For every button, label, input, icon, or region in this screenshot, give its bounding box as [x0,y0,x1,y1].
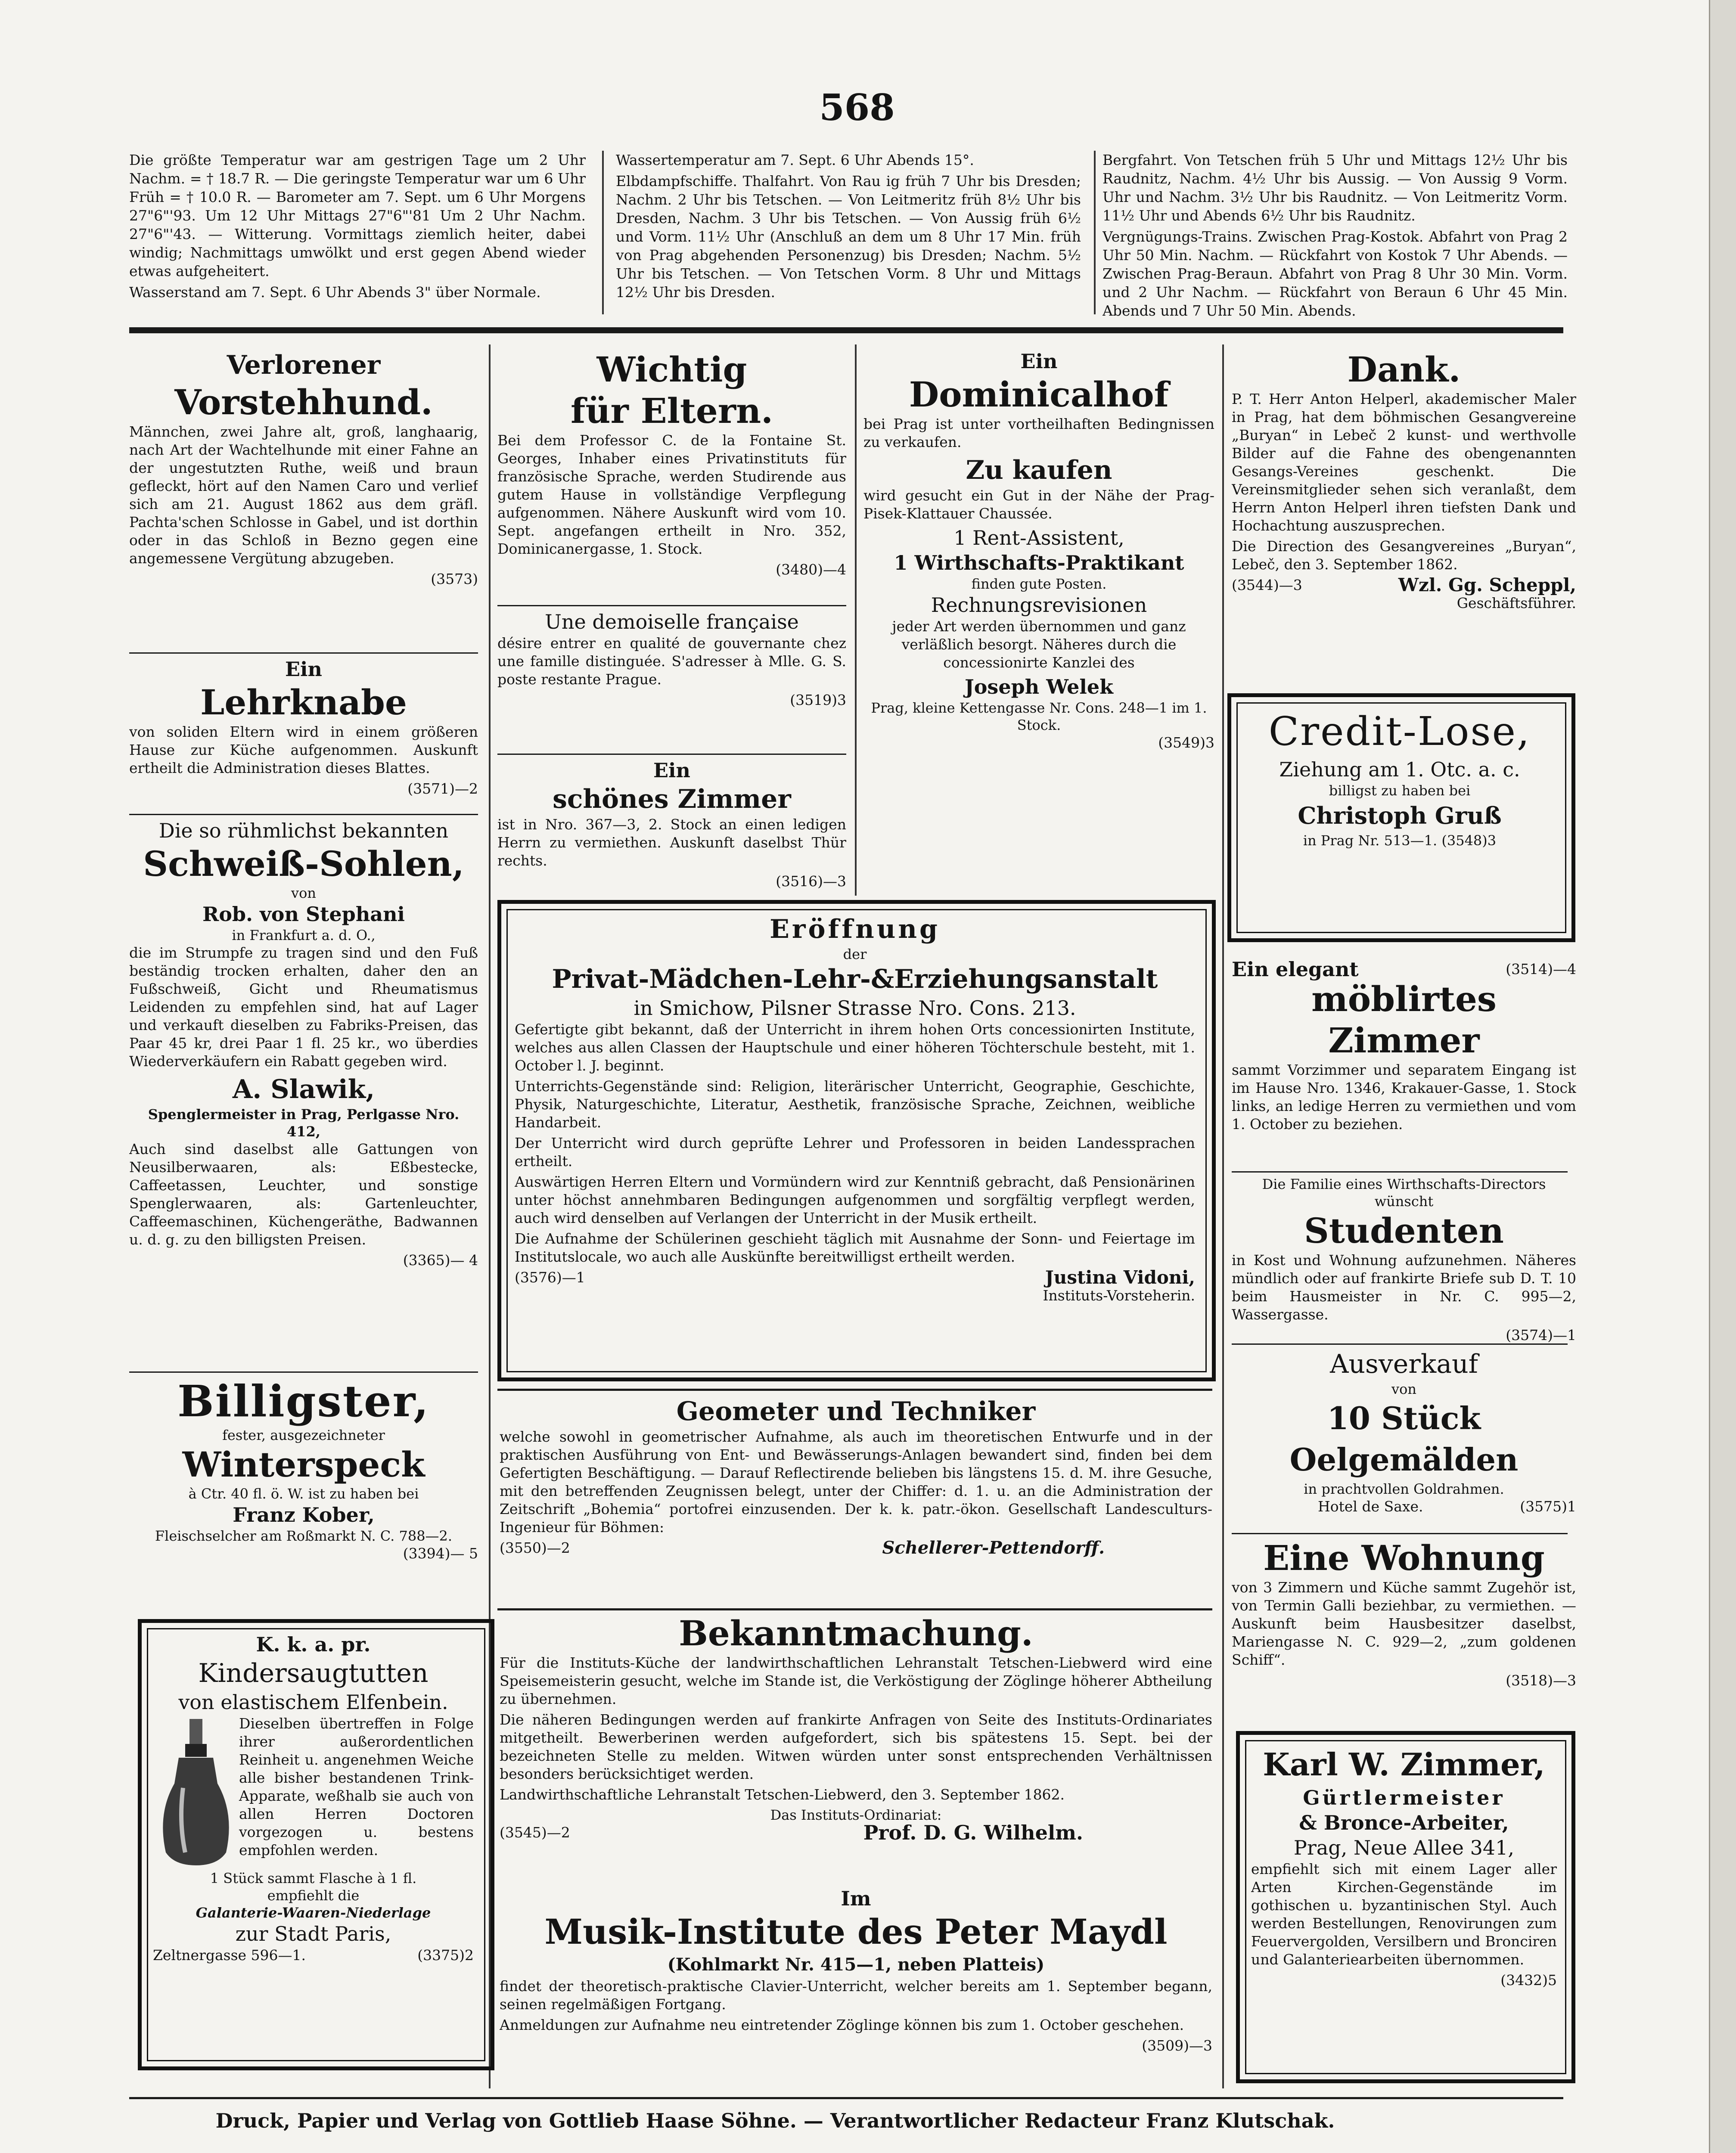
ad-heading: Karl W. Zimmer, [1263,1746,1545,1783]
baby-bottle-image [153,1715,239,1870]
ad-separator [497,754,846,755]
ad-heading: Dominicalhof [909,374,1169,415]
footer-rule [129,2097,1563,2099]
ad-price: 1 Stück sammt Flasche à 1 fl. [210,1870,417,1886]
ad-body: Unterrichts-Gegenstände sind: Religion, literärischer Unterricht, Geographie, Geschichte, Physik, Naturgeschichte, Literatur, Aesthetik, französische Sprache, Zeichnen, weibliche Handarbeit. [515,1078,1195,1131]
ad-heading: Ein [285,658,322,681]
ad-ref: (3575)1 [1520,1498,1576,1515]
ad-sweat-soles [129,818,478,1369]
ad-text: Die Familie eines Wirthschafts-Directors wünscht [1262,1176,1546,1210]
ad-body: Männchen, zwei Jahre alt, groß, langhaarig, nach Art der Wachtelhunde mit einer Fahne an der ungestutzten Ruthe, weiß und braun gefleckt, hört auf den Namen Caro und verlief sich am 21. August 1862 aus dem gräfl. Pachta'schen Schlosse in Gabel, und ist dorthin oder in das Schloß in Bezno gegen eine angemessene Vergütung abzugeben. [129,423,478,567]
column-divider [602,151,604,314]
ad-ref: (3576)—1 [515,1269,585,1286]
ad-body: Gefertigte gibt bekannt, daß der Unterricht in ihrem hohen Orts concessionirten Institute, welches aus allen Classen der Hauptschule und einer höheren Töchterschule besteht, mit 1. October l. J. beginnt. [515,1021,1195,1074]
ad-heading: Zu kaufen [966,455,1112,485]
ad-ref: (3518)—3 [1506,1672,1576,1689]
ad-body: désire entrer en qualité de gouvernante chez une famille distinguée. S'adresser à Mlle. G. S. poste restante Prague. [497,635,846,688]
ad-heading: Gürtlermeister [1303,1786,1505,1809]
ad-heading: Ein elegant [1232,960,1359,981]
ad-heading: K. k. a. pr. [256,1633,371,1656]
ad-ref: (3544)—3 [1232,577,1302,593]
ad-ref: (3549)3 [1158,734,1214,751]
page-edge [1709,0,1736,2153]
water-temperature: Wassertemperatur am 7. Sept. 6 Uhr Abends 15°. [616,152,974,168]
ad-heading: Une demoiselle française [545,610,799,633]
ad-separator [497,1389,1212,1391]
ad-name: Joseph Welek [964,675,1114,698]
ad-lost-dog [129,349,478,650]
weather-report: Die größte Temperatur war am gestrigen Tage um 2 Uhr Nachm. = † 18.7 R. — Die geringste Temperatur war um 6 Uhr Früh = † 10.0 R. — Barometer am 7. Sept. um 6 Uhr Morgens 27"6"'93. Um 12 Uhr Mittags 27"6"'81 Um 2 Uhr Nachm. 27"6"'43. — Witterung. Vormittags ziemlich heiter, dabei windig; Nachmittags umwölkt und erst gegen Abend wieder etwas aufgeheitert. [129,152,586,279]
ad-heading: Ein [1020,350,1058,373]
ad-body: findet der theoretisch-praktische Clavier-Unterricht, welcher bereits am 1. September begann, seinen regelmäßigen Fortgang. [500,1978,1212,2013]
ad-body: Auswärtigen Herren Eltern und Vormündern wird zur Kenntniß gebracht, daß Pensionärinen unter höchst annehmbaren Bedingungen aufgenommen und sorgfältig verpflegt werden, auch wird denselben auf Verlangen der Unterricht in der Musik ertheilt. [515,1173,1195,1226]
ad-heading: Wichtig [596,349,747,390]
ad-heading: & Bronce-Arbeiter, [1299,1811,1509,1834]
ad-heading: Kindersaugtutten [198,1658,429,1688]
ad-demoiselle [497,609,846,751]
ad-heading: Ausverkauf [1330,1349,1478,1379]
ad-body: bei Prag ist unter vortheilhaften Bedingnissen zu verkaufen. [863,416,1214,450]
ad-body: à Ctr. 40 fl. ö. W. ist zu haben bei [188,1486,419,1502]
ad-heading: Dank. [1347,349,1461,390]
ad-ref: (3545)—2 [500,1824,570,1841]
ad-firm: Rob. von Stephani [202,903,405,926]
ad-ref: (3571)—2 [407,780,478,797]
ad-text: in prachtvollen Goldrahmen. [1304,1481,1504,1497]
ad-text: von [291,885,316,901]
ad-ref-line [515,1269,1195,1287]
ad-heading: Musik-Institute des Peter Maydl [544,1911,1168,1952]
ad-ref: (3550)—2 [500,1539,570,1556]
ad-heading: Im [841,1887,871,1910]
imprint: Druck, Papier und Verlag von Gottlieb Haase Söhne. — Verantwortlicher Redacteur Franz Klutschak. [215,2109,1335,2132]
ad-body: Anmeldungen zur Aufnahme neu eintretender Zöglinge können bis zum 1. October geschehen. [500,2016,1184,2033]
ad-ref: (3509)—3 [1142,2037,1212,2054]
ad-heading: für Eltern. [571,391,773,431]
ad-body: Bei dem Professor C. de la Fontaine St. Georges, Inhaber eines Privatinstituts für französische Sprache, werden Studirende aus gutem Hause in vollständige Verpflegung aufgenommen. Nähere Auskunft wird vom 10. Sept. angefangen ertheilt in Nro. 352, Dominicanergasse, 1. Stock. [497,432,846,557]
ad-heading: Bekanntmachung. [679,1613,1033,1654]
ad-clearance-sale [1232,1348,1576,1529]
ad-body: Für die Instituts-Küche der landwirthschaftlichen Lehranstalt Tetschen-Liebwerd wird eine Speisemeisterin gesucht, welche im Stande ist, die Verköstigung der Zöglinge höherer Abtheilung zu übernehmen. [500,1654,1212,1707]
ad-shop-name: zur Stadt Paris, [235,1922,391,1945]
ad-heading: in Smichow, Pilsner Strasse Nro. Cons. 213. [634,996,1076,1020]
ad-ref-line [1232,960,1576,981]
ad-seller-info: Spenglermeister in Prag, Perlgasse Nro. 412, [148,1106,460,1140]
ad-text: in Frankfurt a. d. O., [232,927,376,943]
ad-heading: von elastischem Elfenbein. [178,1691,448,1714]
ad-separator [497,1608,1212,1610]
ad-body: jeder Art werden übernommen und ganz verläßlich besorgt. Näheres durch die concessionirte Kanzlei des [892,618,1186,671]
ad-ref-line [153,1946,474,1964]
ad-heading: Ziehung am 1. Otc. a. c. [1279,758,1520,781]
column-divider [855,344,857,896]
ad-name: Prof. D. G. Wilhelm. [863,1821,1083,1844]
ad-ref: (3516)—3 [776,873,846,890]
weather-col-3 [1102,151,1568,323]
ad-school-opening [515,913,1195,1365]
ad-text: von [1391,1381,1416,1397]
ad-announcement [500,1613,1212,1884]
ad-body: wird gesucht ein Gut in der Nähe der Prag-Pisek-Klattauer Chaussée. [863,487,1214,522]
ad-heading: Privat-Mädchen-Lehr-&Erziehungsanstalt [552,964,1158,994]
ad-heading: Lehrknabe [200,682,407,723]
ad-bacon [129,1376,478,1600]
ad-text: billigst zu haben bei [1329,782,1471,799]
ad-heading: möblirtes Zimmer [1311,979,1497,1061]
ad-text: fester, ausgezeichneter [222,1427,385,1443]
ad-baby-bottles [153,1632,474,2050]
ad-music-school [500,1886,1212,2088]
ad-separator [129,652,478,654]
ad-body: ist in Nro. 367—3, 2. Stock an einen ledigen Herrn zu vermiethen. Auskunft daselbst Thür rechts. [497,816,846,869]
ad-thanks [1232,349,1576,680]
ad-dominical [863,349,1214,896]
ad-body: Auch sind daselbst alle Gattungen von Neusilberwaaren, als: Eßbestecke, Caffeetassen, Leuchter, und sonstige Spenglerwaaren, als: Gartenleuchter, Caffeemaschinen, Küchengeräthe, Badwannen u. d. g. zu den billigsten Preisen. [129,1141,478,1248]
ad-ref: (3548)3 [1441,832,1497,849]
ad-furnished-room [1232,960,1576,1176]
ad-ref-line [500,1821,1212,1844]
ad-heading: Schweiß-Sohlen, [143,844,464,884]
upstream-schedule: Bergfahrt. Von Tetschen früh 5 Uhr und Mittags 12½ Uhr bis Raudnitz, Nachm. 4½ Uhr bis Aussig. — Von Aussig 9 Vorm. Uhr und Nachm. 3½ Uhr bis Raudnitz. — Von Leitmeritz Vorm. 11½ Uhr und Abends 6½ Uhr bis Raudnitz. [1102,152,1568,224]
ad-ref: (3432)5 [1500,1972,1557,1989]
ad-separator [497,605,846,606]
ad-address: Fleischselcher am Roßmarkt N. C. 788—2. [155,1528,453,1544]
ad-address: in Prag Nr. 513—1. [1303,832,1438,849]
ad-parents [497,349,846,603]
ad-address: Prag, kleine Kettengasse Nr. Cons. 248—1 im 1. Stock. [871,700,1207,733]
ad-seller: A. Slawik, [232,1074,375,1104]
ad-body: Die näheren Bedingungen werden auf frankirte Anfragen von Seite des Instituts-Ordinariates mitgetheilt. Bewerberinen werden aufgefordert, sich bis spätestens 15. Sept. bei der bezeichneten Stelle zu melden. Witwen würden unter sonst entsprechenden Verhältnissen besonders berücksichtiget werden. [500,1711,1212,1782]
ad-text: finden gute Posten. [971,576,1107,592]
ad-heading: Studenten [1304,1210,1504,1251]
ad-ref-line [1232,1498,1576,1516]
ad-body: Der Unterricht wird durch geprüfte Lehrer und Professoren in beiden Landessprachen ertheilt. [515,1135,1195,1170]
header-rule [129,327,1563,333]
ad-address: Zeltnergasse 596—1. [153,1947,306,1964]
weather-col-2 [616,151,1081,323]
ad-separator [1232,1533,1568,1534]
ad-heading: Verlorener [227,350,381,380]
ad-ref: (3375)2 [417,1947,474,1964]
ad-heading: Vorstehhund. [174,382,433,422]
ad-text: empfiehlt die [267,1887,360,1904]
ad-brassworker [1251,1744,1557,2063]
ad-text: Das Instituts-Ordinariat: [770,1807,942,1823]
ad-body: von soliden Eltern wird in einem größeren Hause zur Küche aufgenommen. Auskunft ertheilt die Administration dieses Blattes. [129,723,478,776]
ad-heading: Rechnungsrevisionen [931,593,1147,617]
ad-shop: Galanterie-Waaren-Niederlage [196,1905,431,1921]
ad-geometer [500,1395,1212,1610]
ad-separator [1232,1343,1568,1345]
ad-body: sammt Vorzimmer und separatem Eingang ist im Hause Nro. 1346, Krakauer-Gasse, 1. Stock links, an ledige Herren zu vermiethen und vom 1. October zu beziehen. [1232,1061,1576,1132]
ad-address-line [1242,832,1557,849]
ad-heading: Prag, Neue Allee 341, [1293,1836,1515,1859]
ad-heading: Eine Wohnung [1263,1538,1545,1578]
ad-body: von 3 Zimmern und Küche sammt Zugehör ist, von Termin Galli beziehbar, zu vermiethen. — Auskunft beim Hausbesitzer daselbst, Mariengasse N. C. 929—2, „zum goldenen Schiff“. [1232,1579,1576,1668]
water-level: Wasserstand am 7. Sept. 6 Uhr Abends 3" über Normale. [129,284,541,301]
ad-ref: (3574)—1 [1506,1327,1576,1343]
ad-ref-line [1232,576,1576,594]
ad-signature: Instituts-Vorsteherin. [1043,1287,1195,1304]
ad-name: Justina Vidoni, [1045,1267,1195,1288]
ad-signature: Geschäftsführer. [1457,595,1576,611]
ad-room-1 [497,758,846,896]
ad-heading: 1 Wirthschafts-Praktikant [894,551,1184,574]
ad-heading: Eröffnung [770,914,940,944]
ad-heading: Die so rühmlichst bekannten [158,819,449,842]
ad-heading: Ein [653,759,690,782]
ad-body: Die Direction des Gesangvereines „Buryan“, Lebeč, den 3. September 1862. [1232,538,1576,573]
ad-heading: Geometer und Techniker [676,1396,1036,1427]
ad-name: Christoph Gruß [1298,802,1502,829]
ad-place: Hotel de Saxe. [1318,1498,1423,1515]
ad-heading: (Kohlmarkt Nr. 415—1, neben Platteis) [667,1954,1045,1975]
ad-separator [129,814,478,815]
ad-ref: (3519)3 [790,692,846,708]
ad-ref: (3573) [431,571,478,587]
column-divider [1094,151,1096,314]
ad-heading: 1 Rent-Assistent, [953,526,1124,549]
ad-heading: schönes Zimmer [553,784,791,814]
ad-body: P. T. Herr Anton Helperl, akademischer Maler in Prag, hat dem böhmischen Gesangvereine „Buryan“ in Lebeč 2 kunst- und werthvolle Bilder auf die Fahne des obengenannten Gesangs-Vereines geschenkt. Die Vereinsmitglieder sehen sich veranlaßt, dem Herrn Anton Helperl ihren tiefsten Dank und Hochachtung auszusprechen. [1232,391,1576,534]
elbe-steamers: Elbdampfschiffe. Thalfahrt. Von Rau ig früh 7 Uhr bis Dresden; Nachm. 2 Uhr bis Tetschen. — Von Leitmeritz früh 8½ Uhr bis Dresden, Nachm. 3 Uhr bis Tetschen. — Von Aussig früh 6½ und Vorm. 11½ Uhr (Anschluß an dem um 8 Uhr 17 Min. früh von Prag abgehenden Personenzug) bis Dresden; Nachm. 5½ Uhr bis Tetschen. — Von Tetschen Vorm. 8 Uhr und Mittags 12½ Uhr bis Dresden. [616,173,1081,301]
ad-separator [1232,1171,1568,1173]
ad-heading: Winterspeck [182,1444,425,1485]
ad-body: Die Aufnahme der Schülerinen geschieht täglich mit Ausnahme der Sonn- und Feiertage im Institutslocale, wo auch alle Auskünfte bereitwilligst ertheilt werden. [515,1230,1195,1265]
ad-students [1232,1176,1576,1343]
ad-body: empfiehlt sich mit einem Lager aller Arten Kirchen-Gegenstände im gothischen u. byzantinischen Styl. Auch werden Bestellungen, Renovirungen zum Feuervergolden, Versilbern und Bronciren und Galanteriearbeiten übernommen. [1251,1861,1557,1968]
ad-name: Schellerer-Pettendorff. [882,1538,1105,1558]
excursion-trains: Vergnügungs-Trains. Zwischen Prag-Kostok. Abfahrt von Prag 2 Uhr 50 Min. Nachm. — Rückfahrt von Kostok 7 Uhr Abends. — Zwischen Prag-Beraun. Abfahrt von Prag 8 Uhr 30 Min. Vorm. und 2 Uhr Nachm. — Rückfahrt von Beraun 6 Uhr 45 Min. Abends und 7 Uhr 50 Min. Abends. [1102,228,1568,319]
ad-separator [129,1371,478,1373]
ad-body: Landwirthschaftliche Lehranstalt Tetschen-Liebwerd, den 3. September 1862. [500,1786,1065,1803]
ad-heading: Credit-Lose, [1268,708,1531,754]
ad-ref: (3394)— 5 [403,1545,478,1562]
ad-heading: Billigster, [177,1376,430,1427]
ad-body: Dieselben übertreffen in Folge ihrer außerordentlichen Reinheit u. angenehmen Weiche alle bisher bestandenen Trink-Apparate, weßhalb sie auch von allen Herren Doctoren vorgezogen u. bestens empfohlen werden. [239,1715,474,1858]
ad-credit-lots [1242,706,1557,921]
ad-body: die im Strumpfe zu tragen sind und den Fuß beständig trocken erhalten, daher den an Fußschweiß, Gicht und Rheumatismus Leidenden zu empfehlen sind, hat auf Lager und verkauft dieselben zu Fabriks-Preisen, das Paar 45 kr, drei Paar 1 fl. 25 kr., wo überdies Wiederverkäufern ein Rabatt gegeben wird. [129,944,478,1070]
ad-apartment [1232,1537,1576,1718]
ad-body: welche sowohl in geometrischer Aufnahme, als auch im theoretischen Entwurfe und in der praktischen Ausführung von Ent- und Bewässerungs-Anlagen bewandert sind, finden bei dem Gefertigten Beschäftigung. — Darauf Reflectirende belieben bis längstens 15. d. M. ihre Gesuche, mit den betreffenden Zeugnissen belegt, unter der Chiffer: d. 1. u. an die Administration der Zeitschrift „Bohemia“ portofrei einzusenden. Der k. k. patr.-ökon. Gesellschaft Landesculturs-Ingenieur für Böhmen: [500,1428,1212,1536]
column-divider [1222,344,1224,2088]
ad-ref-line [500,1539,1212,1557]
ad-ref: (3514)—4 [1506,961,1576,977]
ad-ref: (3365)— 4 [403,1252,478,1269]
ad-body: in Kost und Wohnung aufzunehmen. Näheres mündlich oder auf frankirte Briefe sub D. T. 10 beim Hausmeister in Nr. C. 995—2, Wassergasse. [1232,1252,1576,1323]
page-number: 568 [819,86,895,129]
weather-col-1 [129,151,586,323]
ad-name: Wzl. Gg. Scheppl, [1398,574,1576,596]
ad-apprentice [129,657,478,812]
ad-heading: 10 Stück Oelgemälden [1289,1400,1519,1478]
ad-name: Franz Kober, [233,1503,375,1526]
ad-text: der [843,946,867,962]
ad-ref: (3480)—4 [776,561,846,578]
